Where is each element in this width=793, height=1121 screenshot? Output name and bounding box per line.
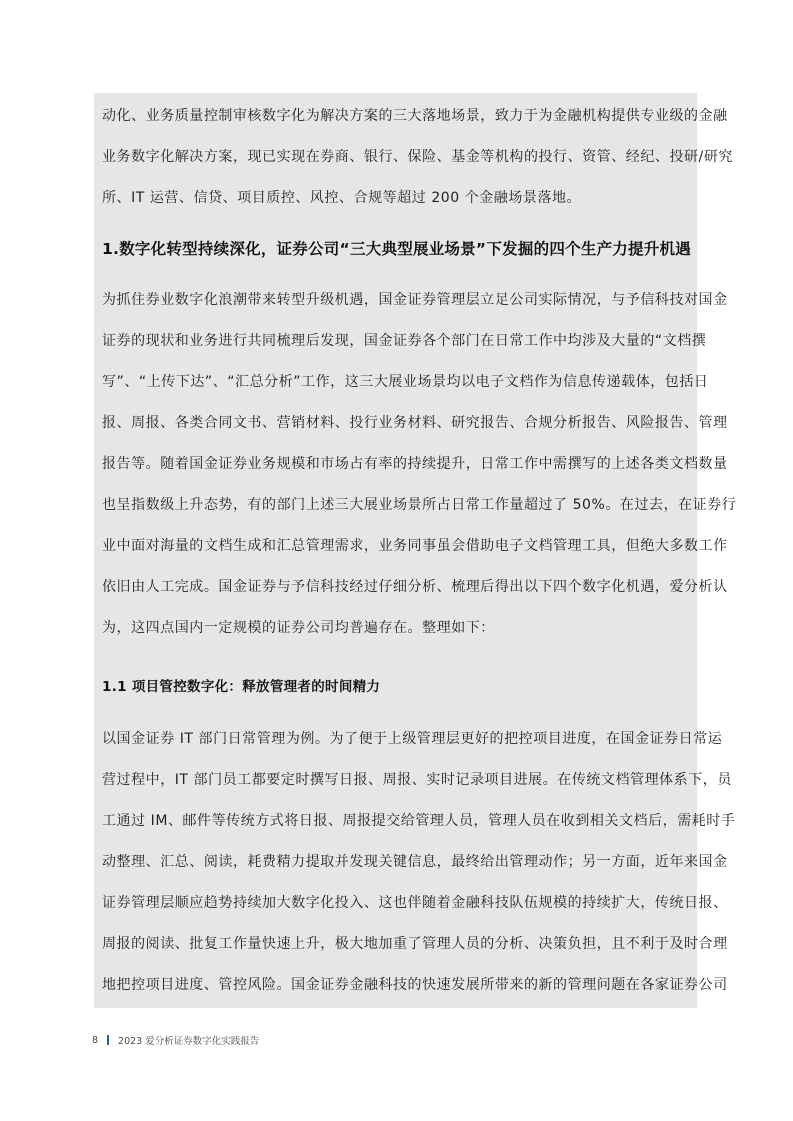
sub-line-7: 地把控项目进度、管控风险。国金证券金融科技的快速发展所带来的新的管理问题在各家证券公司	[102, 977, 728, 993]
intro-line-3: 所、IT 运营、信贷、项目质控、风控、合规等超过 200 个金融场景落地。	[102, 190, 582, 206]
main-line-9: 为，这四点国内一定规模的证券公司均普遍存在。整理如下：	[102, 620, 495, 636]
content-panel	[94, 93, 737, 1008]
sub-line-1: 以国金证券 IT 部门日常管理为例。为了便于上级管理层更好的把控项目进度，在国金证券日常运	[102, 731, 723, 747]
footer-separator	[107, 1035, 109, 1045]
main-line-1: 为抓住券业数字化浪潮带来转型升级机遇，国金证券管理层立足公司实际情况，与予信科技对国金	[102, 292, 728, 308]
main-line-3: 写”、“上传下达”、“汇总分析”工作，这三大展业场景均以电子文档作为信息传递载体，包括日	[102, 374, 709, 390]
report-title: 2023 爱分析证券数字化实践报告	[118, 1036, 260, 1047]
sub-line-4: 动整理、汇总、阅读，耗费精力提取并发现关键信息，最终给出管理动作；另一方面，近年来国金	[102, 854, 728, 870]
sub-line-3: 工通过 IM、邮件等传统方式将日报、周报提交给管理人员，管理人员在收到相关文档后，需耗时手	[102, 813, 736, 829]
main-line-8: 依旧由人工完成。国金证券与予信科技经过仔细分析、梳理后得出以下四个数字化机遇，爱分析认	[102, 579, 728, 595]
sub-line-5: 证券管理层顺应趋势持续加大数字化投入、这也伴随着金融科技队伍规模的持续扩大，传统日报、	[102, 895, 728, 911]
page-footer	[92, 1032, 259, 1048]
subsection-heading-1-1: 1.1 项目管控数字化：释放管理者的时间精力	[102, 679, 381, 695]
sub-line-6: 周报的阅读、批复工作量快速上升，极大地加重了管理人员的分析、决策负担，且不利于及时合理	[102, 936, 728, 952]
main-line-2: 证券的现状和业务进行共同梳理后发现，国金证券各个部门在日常工作中均涉及大量的“文档撰	[102, 333, 707, 349]
main-line-5: 报告等。随着国金证券业务规模和市场占有率的持续提升，日常工作中需撰写的上述各类文档数量	[102, 456, 728, 472]
intro-line-1: 动化、业务质量控制审核数字化为解决方案的三大落地场景，致力于为金融机构提供专业级的金融	[102, 108, 728, 124]
section-heading-1: 1.数字化转型持续深化，证券公司“三大典型展业场景”下发掘的四个生产力提升机遇	[102, 240, 691, 258]
main-line-7: 业中面对海量的文档生成和汇总管理需求，业务同事虽会借助电子文档管理工具，但绝大多数工作	[102, 538, 728, 554]
page-number: 8	[92, 1034, 99, 1046]
sub-line-2: 营过程中，IT 部门员工都要定时撰写日报、周报、实时记录项目进展。在传统文档管理体系下，员	[102, 772, 732, 788]
main-line-4: 报、周报、各类合同文书、营销材料、投行业务材料、研究报告、合规分析报告、风险报告、管理	[102, 415, 728, 431]
intro-line-2: 业务数字化解决方案，现已实现在券商、银行、保险、基金等机构的投行、资管、经纪、投研/研究	[102, 149, 733, 165]
main-line-6: 也呈指数级上升态势，有的部门上述三大展业场景所占日常工作量超过了 50%。在过去，在证券行	[102, 497, 737, 513]
